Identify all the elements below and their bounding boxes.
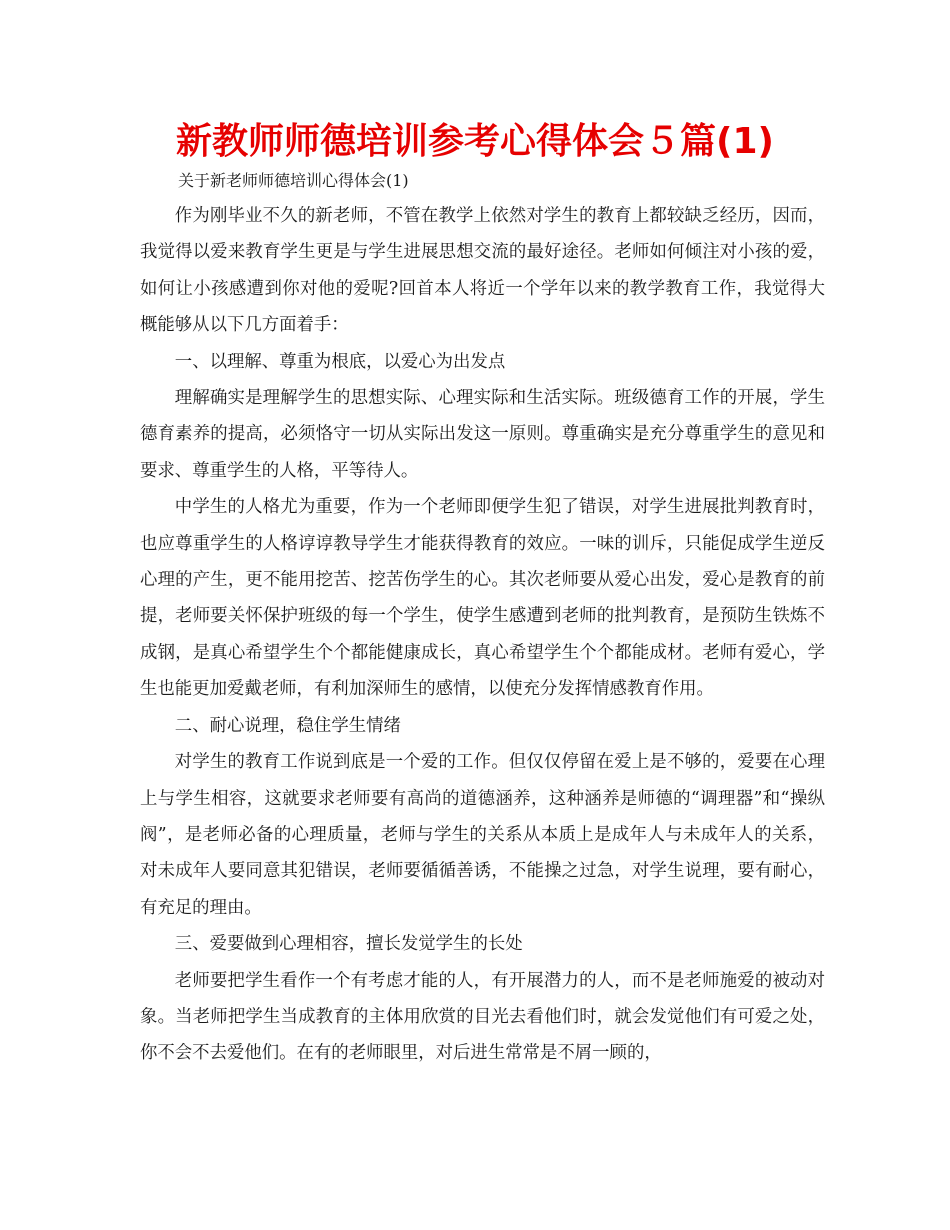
document-subtitle: 关于新老师师德培训心得体会(1): [178, 171, 409, 190]
section-heading-2: 二、耐心说理，稳住学生情绪: [174, 715, 401, 736]
section-heading-3: 三、爱要做到心理相容，擅长发觉学生的长处: [174, 934, 523, 955]
document-title: 新教师师德培训参考心得体会５篇(1): [176, 121, 774, 162]
paragraph: 中学生的人格尤为重要，作为一个老师即便学生犯了错误，对学生进展批判教育时，也应尊重学生的人格谆谆教导学生才能获得教育的效应。一味的训斥，只能促成学生逆反心理的产生，更不能用挖苦、挖苦伤学生的心。其次老师要从爱心出发，爱心是教育的前提，老师要关怀保护班级的每一个学生，使学生感遭到老师的批判教育，是预防生铁炼不成钢，是真心希望学生个个都能健康成长，真心希望学生个个都能成材。老师有爱心，学生也能更加爱戴老师，有利加深师生的感情，以使充分发挥情感教育作用。: [140, 497, 825, 700]
paragraph: 对学生的教育工作说到底是一个爱的工作。但仅仅停留在爱上是不够的，爱要在心理上与学生相容，这就要求老师要有高尚的道德涵养，这种涵养是师德的“调理器”和“操纵阀”，是老师必备的心理质量，老师与学生的关系从本质上是成年人与未成年人的关系，对未成年人要同意其犯错误，老师要循循善诱，不能操之过急，对学生说理，要有耐心，有充足的理由。: [140, 752, 825, 918]
document-body: [140, 198, 825, 1072]
paragraph: 理解确实是理解学生的思想实际、心理实际和生活实际。班级德育工作的开展，学生德育素养的提高，必须恪守一切从实际出发这一原则。尊重确实是充分尊重学生的意见和要求、尊重学生的人格，平等待人。: [140, 388, 825, 481]
paragraph-intro: 作为刚毕业不久的新老师，不管在教学上依然对学生的教育上都较缺乏经历，因而，我觉得以爱来教育学生更是与学生进展思想交流的最好途径。老师如何倾注对小孩的爱，如何让小孩感遭到你对他的爱呢?回首本人将近一个学年以来的教学教育工作，我觉得大概能够从以下几方面着手：: [140, 206, 825, 336]
section-heading-1: 一、以理解、尊重为根底，以爱心为出发点: [174, 351, 506, 372]
paragraph: 老师要把学生看作一个有考虑才能的人，有开展潜力的人，而不是老师施爱的被动对象。当老师把学生当成教育的主体用欣赏的目光去看他们时，就会发觉他们有可爱之处，你不会不去爱他们。在有的老师眼里，对后进生常常是不屑一顾的，: [140, 970, 825, 1064]
